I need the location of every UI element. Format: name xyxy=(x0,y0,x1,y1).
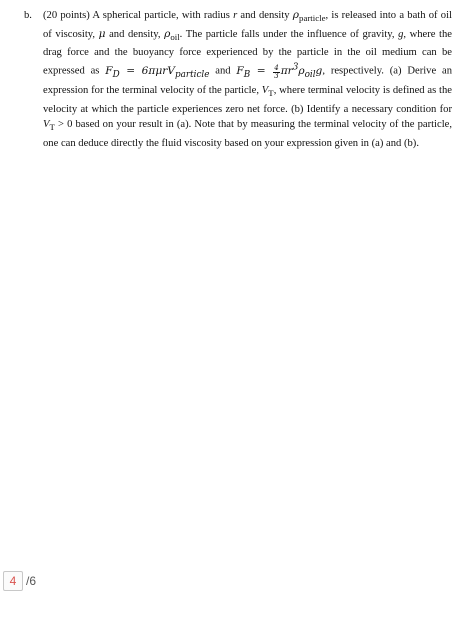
current-page-input[interactable]: 4 xyxy=(3,571,23,591)
drag-force-equation: $F_D = 6\pi\mu rV_{particle}$ xyxy=(105,64,210,81)
problem-label: b. xyxy=(24,10,32,21)
fraction-four-thirds: $\frac{4}{3}$ xyxy=(274,63,279,80)
problem-text: (20 points) A spherical particle, with radius r and density $\rho_{particle}$, is released into a bath of oil of viscosity, μ and density, $\rho_{oil}$. The particle falls under the influence of gravity, g, where the drag force and the buoyancy force experienced by the particle in the oil medium can be expressed as $F_D = 6\pi\mu rV_{particle}$ and $F_B$ = $\frac{4}{3}$ $\pi r^3\rho_{oil}g$, respectively. (a) Derive an expression for the terminal velocity of the particle, $V_T$, where terminal velocity is defined as the velocity at which the particle experiences zero net force. (b) Identify a necessary condition for $V_T > 0$ based on your result in (a). Note that by measuring the terminal velocity of the particle, one can deduce directly the fluid viscosity based on your expression given in (a) and (b). xyxy=(43,9,453,149)
buoyancy-force-equation: $F_B$ = $\frac{4}{3}$ $\pi r^3\rho_{oil}g$ xyxy=(236,62,323,81)
total-pages-label: /6 xyxy=(26,574,37,588)
page-indicator xyxy=(3,571,36,591)
problem-b xyxy=(24,8,452,151)
